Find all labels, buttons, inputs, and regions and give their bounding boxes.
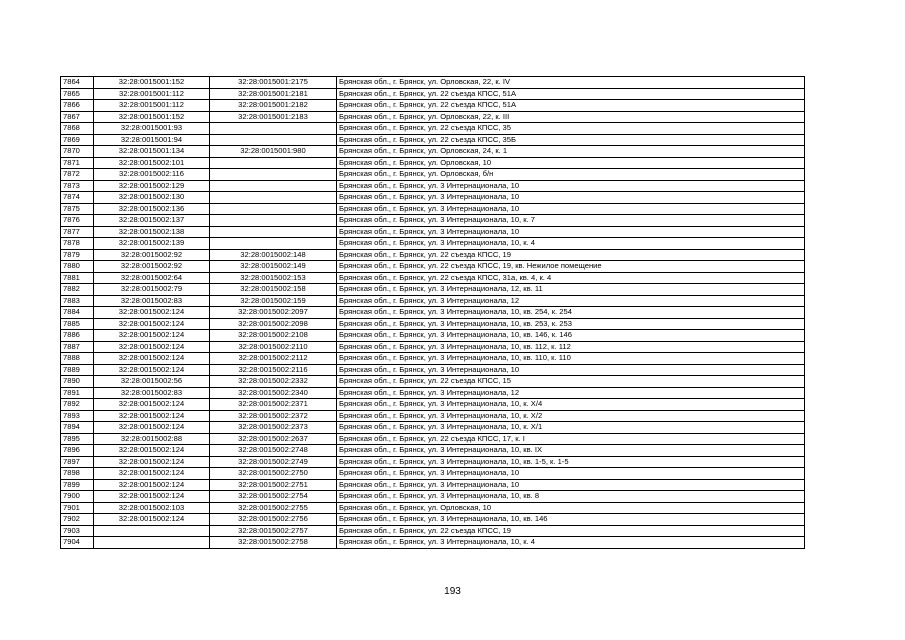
- parcel-cadastral-number-cell: 32:28:0015002:83: [94, 387, 210, 399]
- address-cell: Брянская обл., г. Брянск, ул. 3 Интернационала, 10, кв. 1-5, к. 1-5: [337, 456, 805, 468]
- parcel-cadastral-number-cell: 32:28:0015002:124: [94, 410, 210, 422]
- table-row: [61, 376, 805, 388]
- parcel-cadastral-number-cell: 32:28:0015002:124: [94, 353, 210, 365]
- table-row: [61, 318, 805, 330]
- object-cadastral-number-cell: [210, 226, 337, 238]
- object-cadastral-number-cell: 32:28:0015002:153: [210, 272, 337, 284]
- table-row: [61, 88, 805, 100]
- object-cadastral-number-cell: 32:28:0015002:2371: [210, 399, 337, 411]
- parcel-cadastral-number-cell: 32:28:0015002:124: [94, 307, 210, 319]
- address-cell: Брянская обл., г. Брянск, ул. 3 Интернационала, 10: [337, 203, 805, 215]
- parcel-cadastral-number-cell: 32:28:0015002:103: [94, 502, 210, 514]
- row-number-cell: 7890: [61, 376, 94, 388]
- parcel-cadastral-number-cell: [94, 525, 210, 537]
- parcel-cadastral-number-cell: 32:28:0015002:136: [94, 203, 210, 215]
- object-cadastral-number-cell: 32:28:0015002:2097: [210, 307, 337, 319]
- address-cell: Брянская обл., г. Брянск, ул. 22 съезда КПСС, 19: [337, 525, 805, 537]
- parcel-cadastral-number-cell: 32:28:0015002:64: [94, 272, 210, 284]
- row-number-cell: 7878: [61, 238, 94, 250]
- parcel-cadastral-number-cell: 32:28:0015001:112: [94, 100, 210, 112]
- table-row: [61, 249, 805, 261]
- address-cell: Брянская обл., г. Брянск, ул. 22 съезда КПСС, 51А: [337, 88, 805, 100]
- table-row: [61, 192, 805, 204]
- address-cell: Брянская обл., г. Брянск, ул. 22 съезда КПСС, 31а, кв. 4, к. 4: [337, 272, 805, 284]
- object-cadastral-number-cell: 32:28:0015002:2751: [210, 479, 337, 491]
- address-cell: Брянская обл., г. Брянск, ул. 3 Интернационала, 12, кв. 11: [337, 284, 805, 296]
- address-cell: Брянская обл., г. Брянск, ул. Орловская, б/н: [337, 169, 805, 181]
- table-row: [61, 410, 805, 422]
- address-cell: Брянская обл., г. Брянск, ул. 3 Интернационала, 10, к. 4: [337, 537, 805, 549]
- table-row: [61, 123, 805, 135]
- row-number-cell: 7881: [61, 272, 94, 284]
- row-number-cell: 7886: [61, 330, 94, 342]
- parcel-cadastral-number-cell: 32:28:0015002:124: [94, 330, 210, 342]
- address-cell: Брянская обл., г. Брянск, ул. 22 съезда КПСС, 35Б: [337, 134, 805, 146]
- address-cell: Брянская обл., г. Брянск, ул. 3 Интернационала, 10, кв. 253, к. 253: [337, 318, 805, 330]
- object-cadastral-number-cell: 32:28:0015002:2373: [210, 422, 337, 434]
- address-cell: Брянская обл., г. Брянск, ул. 22 съезда КПСС, 17, к. I: [337, 433, 805, 445]
- row-number-cell: 7896: [61, 445, 94, 457]
- object-cadastral-number-cell: 32:28:0015002:2372: [210, 410, 337, 422]
- object-cadastral-number-cell: [210, 157, 337, 169]
- row-number-cell: 7888: [61, 353, 94, 365]
- address-cell: Брянская обл., г. Брянск, ул. 3 Интернационала, 10, кв. 112, к. 112: [337, 341, 805, 353]
- address-cell: Брянская обл., г. Брянск, ул. 3 Интернационала, 10, кв. 146: [337, 514, 805, 526]
- table-row: [61, 456, 805, 468]
- address-cell: Брянская обл., г. Брянск, ул. 3 Интернационала, 10: [337, 364, 805, 376]
- parcel-cadastral-number-cell: 32:28:0015002:124: [94, 479, 210, 491]
- object-cadastral-number-cell: 32:28:0015001:980: [210, 146, 337, 158]
- object-cadastral-number-cell: 32:28:0015002:2756: [210, 514, 337, 526]
- table-row: [61, 422, 805, 434]
- row-number-cell: 7865: [61, 88, 94, 100]
- row-number-cell: 7900: [61, 491, 94, 503]
- row-number-cell: 7864: [61, 77, 94, 89]
- row-number-cell: 7879: [61, 249, 94, 261]
- row-number-cell: 7875: [61, 203, 94, 215]
- row-number-cell: 7866: [61, 100, 94, 112]
- table-row: [61, 111, 805, 123]
- row-number-cell: 7874: [61, 192, 94, 204]
- object-cadastral-number-cell: 32:28:0015002:2754: [210, 491, 337, 503]
- object-cadastral-number-cell: 32:28:0015002:2116: [210, 364, 337, 376]
- page-number: 193: [444, 586, 461, 597]
- row-number-cell: 7903: [61, 525, 94, 537]
- parcel-cadastral-number-cell: 32:28:0015002:124: [94, 318, 210, 330]
- parcel-cadastral-number-cell: 32:28:0015002:101: [94, 157, 210, 169]
- object-cadastral-number-cell: 32:28:0015002:2340: [210, 387, 337, 399]
- row-number-cell: 7899: [61, 479, 94, 491]
- object-cadastral-number-cell: 32:28:0015002:2112: [210, 353, 337, 365]
- row-number-cell: 7887: [61, 341, 94, 353]
- object-cadastral-number-cell: 32:28:0015002:2757: [210, 525, 337, 537]
- table-row: [61, 238, 805, 250]
- address-cell: Брянская обл., г. Брянск, ул. 3 Интернационала, 10, кв. 110, к. 110: [337, 353, 805, 365]
- address-cell: Брянская обл., г. Брянск, ул. 22 съезда КПСС, 35: [337, 123, 805, 135]
- parcel-cadastral-number-cell: 32:28:0015002:92: [94, 249, 210, 261]
- row-number-cell: 7872: [61, 169, 94, 181]
- registry-table-body: [61, 77, 805, 549]
- object-cadastral-number-cell: 32:28:0015002:159: [210, 295, 337, 307]
- object-cadastral-number-cell: 32:28:0015002:2332: [210, 376, 337, 388]
- parcel-cadastral-number-cell: 32:28:0015002:124: [94, 445, 210, 457]
- row-number-cell: 7871: [61, 157, 94, 169]
- parcel-cadastral-number-cell: 32:28:0015002:138: [94, 226, 210, 238]
- table-row: [61, 180, 805, 192]
- table-row: [61, 261, 805, 273]
- object-cadastral-number-cell: 32:28:0015001:2181: [210, 88, 337, 100]
- table-row: [61, 284, 805, 296]
- object-cadastral-number-cell: 32:28:0015002:2748: [210, 445, 337, 457]
- parcel-cadastral-number-cell: 32:28:0015002:124: [94, 364, 210, 376]
- table-row: [61, 525, 805, 537]
- object-cadastral-number-cell: 32:28:0015002:2637: [210, 433, 337, 445]
- address-cell: Брянская обл., г. Брянск, ул. 3 Интернационала, 10, кв. 254, к. 254: [337, 307, 805, 319]
- object-cadastral-number-cell: 32:28:0015002:2758: [210, 537, 337, 549]
- table-row: [61, 226, 805, 238]
- table-row: [61, 341, 805, 353]
- row-number-cell: 7869: [61, 134, 94, 146]
- table-row: [61, 272, 805, 284]
- parcel-cadastral-number-cell: 32:28:0015001:93: [94, 123, 210, 135]
- parcel-cadastral-number-cell: 32:28:0015002:130: [94, 192, 210, 204]
- object-cadastral-number-cell: 32:28:0015002:149: [210, 261, 337, 273]
- object-cadastral-number-cell: 32:28:0015002:2750: [210, 468, 337, 480]
- object-cadastral-number-cell: [210, 134, 337, 146]
- object-cadastral-number-cell: [210, 180, 337, 192]
- parcel-cadastral-number-cell: 32:28:0015001:94: [94, 134, 210, 146]
- parcel-cadastral-number-cell: 32:28:0015001:134: [94, 146, 210, 158]
- parcel-cadastral-number-cell: 32:28:0015002:124: [94, 491, 210, 503]
- address-cell: Брянская обл., г. Брянск, ул. 22 съезда КПСС, 19, кв. Нежилое помещение: [337, 261, 805, 273]
- parcel-cadastral-number-cell: 32:28:0015001:152: [94, 77, 210, 89]
- table-row: [61, 491, 805, 503]
- address-cell: Брянская обл., г. Брянск, ул. 3 Интернационала, 10, кв. 146, к. 146: [337, 330, 805, 342]
- row-number-cell: 7882: [61, 284, 94, 296]
- parcel-cadastral-number-cell: 32:28:0015002:124: [94, 399, 210, 411]
- row-number-cell: 7880: [61, 261, 94, 273]
- address-cell: Брянская обл., г. Брянск, ул. Орловская, 22, к. III: [337, 111, 805, 123]
- object-cadastral-number-cell: 32:28:0015002:2749: [210, 456, 337, 468]
- row-number-cell: 7889: [61, 364, 94, 376]
- parcel-cadastral-number-cell: 32:28:0015002:88: [94, 433, 210, 445]
- table-row: [61, 157, 805, 169]
- table-row: [61, 146, 805, 158]
- parcel-cadastral-number-cell: 32:28:0015002:124: [94, 422, 210, 434]
- table-row: [61, 215, 805, 227]
- object-cadastral-number-cell: [210, 192, 337, 204]
- table-row: [61, 502, 805, 514]
- address-cell: Брянская обл., г. Брянск, ул. Орловская, 10: [337, 157, 805, 169]
- table-row: [61, 537, 805, 549]
- table-row: [61, 307, 805, 319]
- object-cadastral-number-cell: [210, 169, 337, 181]
- parcel-cadastral-number-cell: 32:28:0015002:139: [94, 238, 210, 250]
- parcel-cadastral-number-cell: 32:28:0015002:124: [94, 468, 210, 480]
- row-number-cell: 7893: [61, 410, 94, 422]
- row-number-cell: 7891: [61, 387, 94, 399]
- object-cadastral-number-cell: 32:28:0015002:2110: [210, 341, 337, 353]
- object-cadastral-number-cell: [210, 203, 337, 215]
- table-row: [61, 514, 805, 526]
- object-cadastral-number-cell: 32:28:0015001:2183: [210, 111, 337, 123]
- table-row: [61, 134, 805, 146]
- table-row: [61, 77, 805, 89]
- row-number-cell: 7897: [61, 456, 94, 468]
- object-cadastral-number-cell: 32:28:0015002:2755: [210, 502, 337, 514]
- row-number-cell: 7884: [61, 307, 94, 319]
- parcel-cadastral-number-cell: 32:28:0015002:92: [94, 261, 210, 273]
- address-cell: Брянская обл., г. Брянск, ул. Орловская, 10: [337, 502, 805, 514]
- address-cell: Брянская обл., г. Брянск, ул. 3 Интернационала, 10, к. X/1: [337, 422, 805, 434]
- table-row: [61, 445, 805, 457]
- table-row: [61, 169, 805, 181]
- object-cadastral-number-cell: [210, 123, 337, 135]
- registry-table: [60, 76, 805, 549]
- parcel-cadastral-number-cell: 32:28:0015001:152: [94, 111, 210, 123]
- row-number-cell: 7895: [61, 433, 94, 445]
- address-cell: Брянская обл., г. Брянск, ул. 3 Интернационала, 10, к. X/4: [337, 399, 805, 411]
- address-cell: Брянская обл., г. Брянск, ул. 3 Интернационала, 10, к. X/2: [337, 410, 805, 422]
- address-cell: Брянская обл., г. Брянск, ул. 3 Интернационала, 12: [337, 295, 805, 307]
- row-number-cell: 7902: [61, 514, 94, 526]
- row-number-cell: 7904: [61, 537, 94, 549]
- table-row: [61, 433, 805, 445]
- object-cadastral-number-cell: 32:28:0015002:2098: [210, 318, 337, 330]
- table-row: [61, 364, 805, 376]
- object-cadastral-number-cell: 32:28:0015001:2175: [210, 77, 337, 89]
- address-cell: Брянская обл., г. Брянск, ул. 22 съезда КПСС, 19: [337, 249, 805, 261]
- row-number-cell: 7868: [61, 123, 94, 135]
- parcel-cadastral-number-cell: 32:28:0015001:112: [94, 88, 210, 100]
- address-cell: Брянская обл., г. Брянск, ул. 3 Интернационала, 12: [337, 387, 805, 399]
- address-cell: Брянская обл., г. Брянск, ул. 3 Интернационала, 10, кв. IX: [337, 445, 805, 457]
- address-cell: Брянская обл., г. Брянск, ул. 3 Интернационала, 10, к. 4: [337, 238, 805, 250]
- address-cell: Брянская обл., г. Брянск, ул. 3 Интернационала, 10: [337, 192, 805, 204]
- object-cadastral-number-cell: [210, 238, 337, 250]
- table-row: [61, 353, 805, 365]
- table-row: [61, 479, 805, 491]
- row-number-cell: 7883: [61, 295, 94, 307]
- object-cadastral-number-cell: 32:28:0015002:2108: [210, 330, 337, 342]
- address-cell: Брянская обл., г. Брянск, ул. 3 Интернационала, 10: [337, 226, 805, 238]
- table-row: [61, 387, 805, 399]
- address-cell: Брянская обл., г. Брянск, ул. 3 Интернационала, 10: [337, 180, 805, 192]
- parcel-cadastral-number-cell: 32:28:0015002:137: [94, 215, 210, 227]
- table-row: [61, 468, 805, 480]
- address-cell: Брянская обл., г. Брянск, ул. 3 Интернационала, 10, к. 7: [337, 215, 805, 227]
- address-cell: Брянская обл., г. Брянск, ул. 22 съезда КПСС, 51А: [337, 100, 805, 112]
- address-cell: Брянская обл., г. Брянск, ул. Орловская, 22, к. IV: [337, 77, 805, 89]
- row-number-cell: 7877: [61, 226, 94, 238]
- address-cell: Брянская обл., г. Брянск, ул. Орловская, 24, к. 1: [337, 146, 805, 158]
- table-row: [61, 100, 805, 112]
- table-row: [61, 295, 805, 307]
- row-number-cell: 7898: [61, 468, 94, 480]
- table-row: [61, 203, 805, 215]
- address-cell: Брянская обл., г. Брянск, ул. 3 Интернационала, 10, кв. 8: [337, 491, 805, 503]
- parcel-cadastral-number-cell: 32:28:0015002:56: [94, 376, 210, 388]
- row-number-cell: 7876: [61, 215, 94, 227]
- row-number-cell: 7885: [61, 318, 94, 330]
- object-cadastral-number-cell: 32:28:0015001:2182: [210, 100, 337, 112]
- address-cell: Брянская обл., г. Брянск, ул. 3 Интернационала, 10: [337, 468, 805, 480]
- object-cadastral-number-cell: 32:28:0015002:158: [210, 284, 337, 296]
- parcel-cadastral-number-cell: 32:28:0015002:83: [94, 295, 210, 307]
- row-number-cell: 7870: [61, 146, 94, 158]
- parcel-cadastral-number-cell: 32:28:0015002:124: [94, 341, 210, 353]
- parcel-cadastral-number-cell: 32:28:0015002:124: [94, 456, 210, 468]
- row-number-cell: 7894: [61, 422, 94, 434]
- table-row: [61, 330, 805, 342]
- parcel-cadastral-number-cell: 32:28:0015002:124: [94, 514, 210, 526]
- row-number-cell: 7867: [61, 111, 94, 123]
- address-cell: Брянская обл., г. Брянск, ул. 3 Интернационала, 10: [337, 479, 805, 491]
- row-number-cell: 7873: [61, 180, 94, 192]
- row-number-cell: 7901: [61, 502, 94, 514]
- object-cadastral-number-cell: 32:28:0015002:148: [210, 249, 337, 261]
- row-number-cell: 7892: [61, 399, 94, 411]
- object-cadastral-number-cell: [210, 215, 337, 227]
- parcel-cadastral-number-cell: 32:28:0015002:116: [94, 169, 210, 181]
- parcel-cadastral-number-cell: 32:28:0015002:79: [94, 284, 210, 296]
- table-row: [61, 399, 805, 411]
- address-cell: Брянская обл., г. Брянск, ул. 22 съезда КПСС, 15: [337, 376, 805, 388]
- parcel-cadastral-number-cell: 32:28:0015002:129: [94, 180, 210, 192]
- parcel-cadastral-number-cell: [94, 537, 210, 549]
